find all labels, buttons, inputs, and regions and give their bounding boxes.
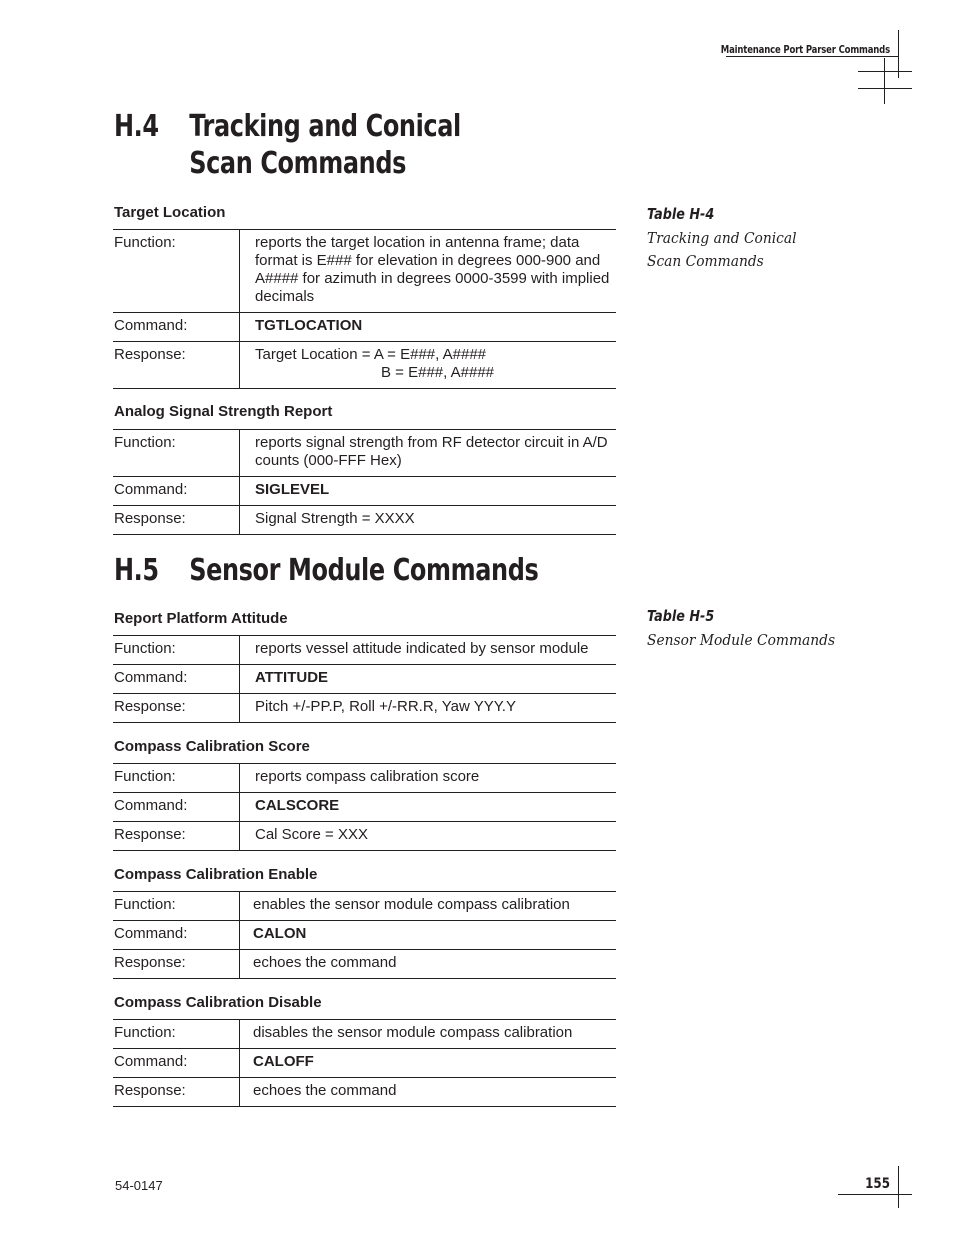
command-table-target-location xyxy=(113,229,616,389)
command-table-platform-attitude xyxy=(113,635,616,723)
row-label: Command: xyxy=(113,1049,240,1078)
row-label: Response: xyxy=(113,506,240,535)
command-table-calibration-score xyxy=(113,763,616,851)
row-value: Cal Score = XXX xyxy=(240,822,617,851)
row-label: Function: xyxy=(113,636,240,665)
section-h4-heading xyxy=(114,108,514,188)
row-value: SIGLEVEL xyxy=(240,477,617,506)
row-label: Response: xyxy=(113,694,240,723)
row-label: Command: xyxy=(113,665,240,694)
row-value: TGTLOCATION xyxy=(240,313,617,342)
crop-mark-bottom-vertical xyxy=(898,1166,899,1208)
table-row xyxy=(113,1078,616,1107)
row-value xyxy=(240,342,617,389)
table-row xyxy=(113,822,616,851)
command-table-calibration-enable xyxy=(113,891,616,979)
row-label: Command: xyxy=(113,313,240,342)
row-value: Pitch +/-PP.P, Roll +/-RR.R, Yaw YYY.Y xyxy=(240,694,617,723)
table-caption-label: Table H-4 xyxy=(647,205,715,223)
row-label: Function: xyxy=(113,892,240,921)
row-label: Function: xyxy=(113,1020,240,1049)
row-label: Function: xyxy=(113,764,240,793)
table-caption-label: Table H-5 xyxy=(647,607,715,625)
table-row xyxy=(113,230,616,313)
table-title: Compass Calibration Score xyxy=(114,738,310,755)
table-row xyxy=(113,477,616,506)
row-value: Signal Strength = XXXX xyxy=(240,506,617,535)
running-head: Maintenance Port Parser Commands xyxy=(720,43,890,56)
row-value: echoes the command xyxy=(240,950,617,979)
crop-mark-top-right-h2 xyxy=(858,88,912,89)
footer-rule xyxy=(838,1194,898,1195)
row-label: Response: xyxy=(113,950,240,979)
response-line: B = E###, A#### xyxy=(381,364,495,381)
row-label: Response: xyxy=(113,342,240,389)
row-value: CALON xyxy=(240,921,617,950)
row-value: reports signal strength from RF detector circuit in A/D counts (000-FFF Hex) xyxy=(240,430,617,477)
section-number: H.5 xyxy=(114,553,159,588)
table-caption-text: Scan Commands xyxy=(647,252,764,270)
table-title: Target Location xyxy=(114,204,226,221)
row-value: disables the sensor module compass calibration xyxy=(240,1020,617,1049)
page-number: 155 xyxy=(865,1176,890,1192)
table-row xyxy=(113,665,616,694)
row-label: Function: xyxy=(113,230,240,313)
table-row xyxy=(113,892,616,921)
table-caption-text: Sensor Module Commands xyxy=(647,631,836,649)
section-h5-heading xyxy=(114,552,539,592)
row-value: CALOFF xyxy=(240,1049,617,1078)
row-value: echoes the command xyxy=(240,1078,617,1107)
row-value: ATTITUDE xyxy=(240,665,617,694)
table-row xyxy=(113,506,616,535)
table-title: Compass Calibration Enable xyxy=(114,866,318,883)
crop-mark-bottom-h xyxy=(898,1194,912,1195)
row-value: reports the target location in antenna frame; data format is E### for elevation in degrees 000-900 and A#### for azimuth in degrees 0000-3599 with implied decimals xyxy=(240,230,617,313)
document-number: 54-0147 xyxy=(115,1178,163,1193)
response-line: Target Location = A = E###, A#### xyxy=(255,346,487,363)
row-label: Response: xyxy=(113,822,240,851)
table-row xyxy=(113,430,616,477)
row-label: Command: xyxy=(113,477,240,506)
table-caption-text: Tracking and Conical xyxy=(647,229,797,247)
command-table-signal-strength xyxy=(113,429,616,535)
table-row xyxy=(113,342,616,389)
row-label: Command: xyxy=(113,793,240,822)
row-value: enables the sensor module compass calibration xyxy=(240,892,617,921)
section-title: Sensor Module Commands xyxy=(189,553,539,588)
crop-mark-top-right-v xyxy=(884,58,885,104)
section-title-line1: Tracking and Conical xyxy=(189,109,461,144)
table-title: Compass Calibration Disable xyxy=(114,994,322,1011)
table-title: Analog Signal Strength Report xyxy=(114,403,333,420)
row-value: CALSCORE xyxy=(240,793,617,822)
row-label: Function: xyxy=(113,430,240,477)
command-table-calibration-disable xyxy=(113,1019,616,1107)
table-row xyxy=(113,793,616,822)
row-value: reports compass calibration score xyxy=(240,764,617,793)
table-row xyxy=(113,636,616,665)
section-title-line2: Scan Commands xyxy=(189,146,407,181)
row-label: Command: xyxy=(113,921,240,950)
table-row xyxy=(113,313,616,342)
table-title: Report Platform Attitude xyxy=(114,610,288,627)
table-row xyxy=(113,921,616,950)
table-row xyxy=(113,1020,616,1049)
table-row xyxy=(113,764,616,793)
table-row xyxy=(113,1049,616,1078)
table-row xyxy=(113,694,616,723)
header-rule xyxy=(726,56,899,57)
table-row xyxy=(113,950,616,979)
row-value: reports vessel attitude indicated by sensor module xyxy=(240,636,617,665)
row-label: Response: xyxy=(113,1078,240,1107)
section-number: H.4 xyxy=(114,109,159,144)
crop-mark-top-right-h xyxy=(858,71,912,72)
